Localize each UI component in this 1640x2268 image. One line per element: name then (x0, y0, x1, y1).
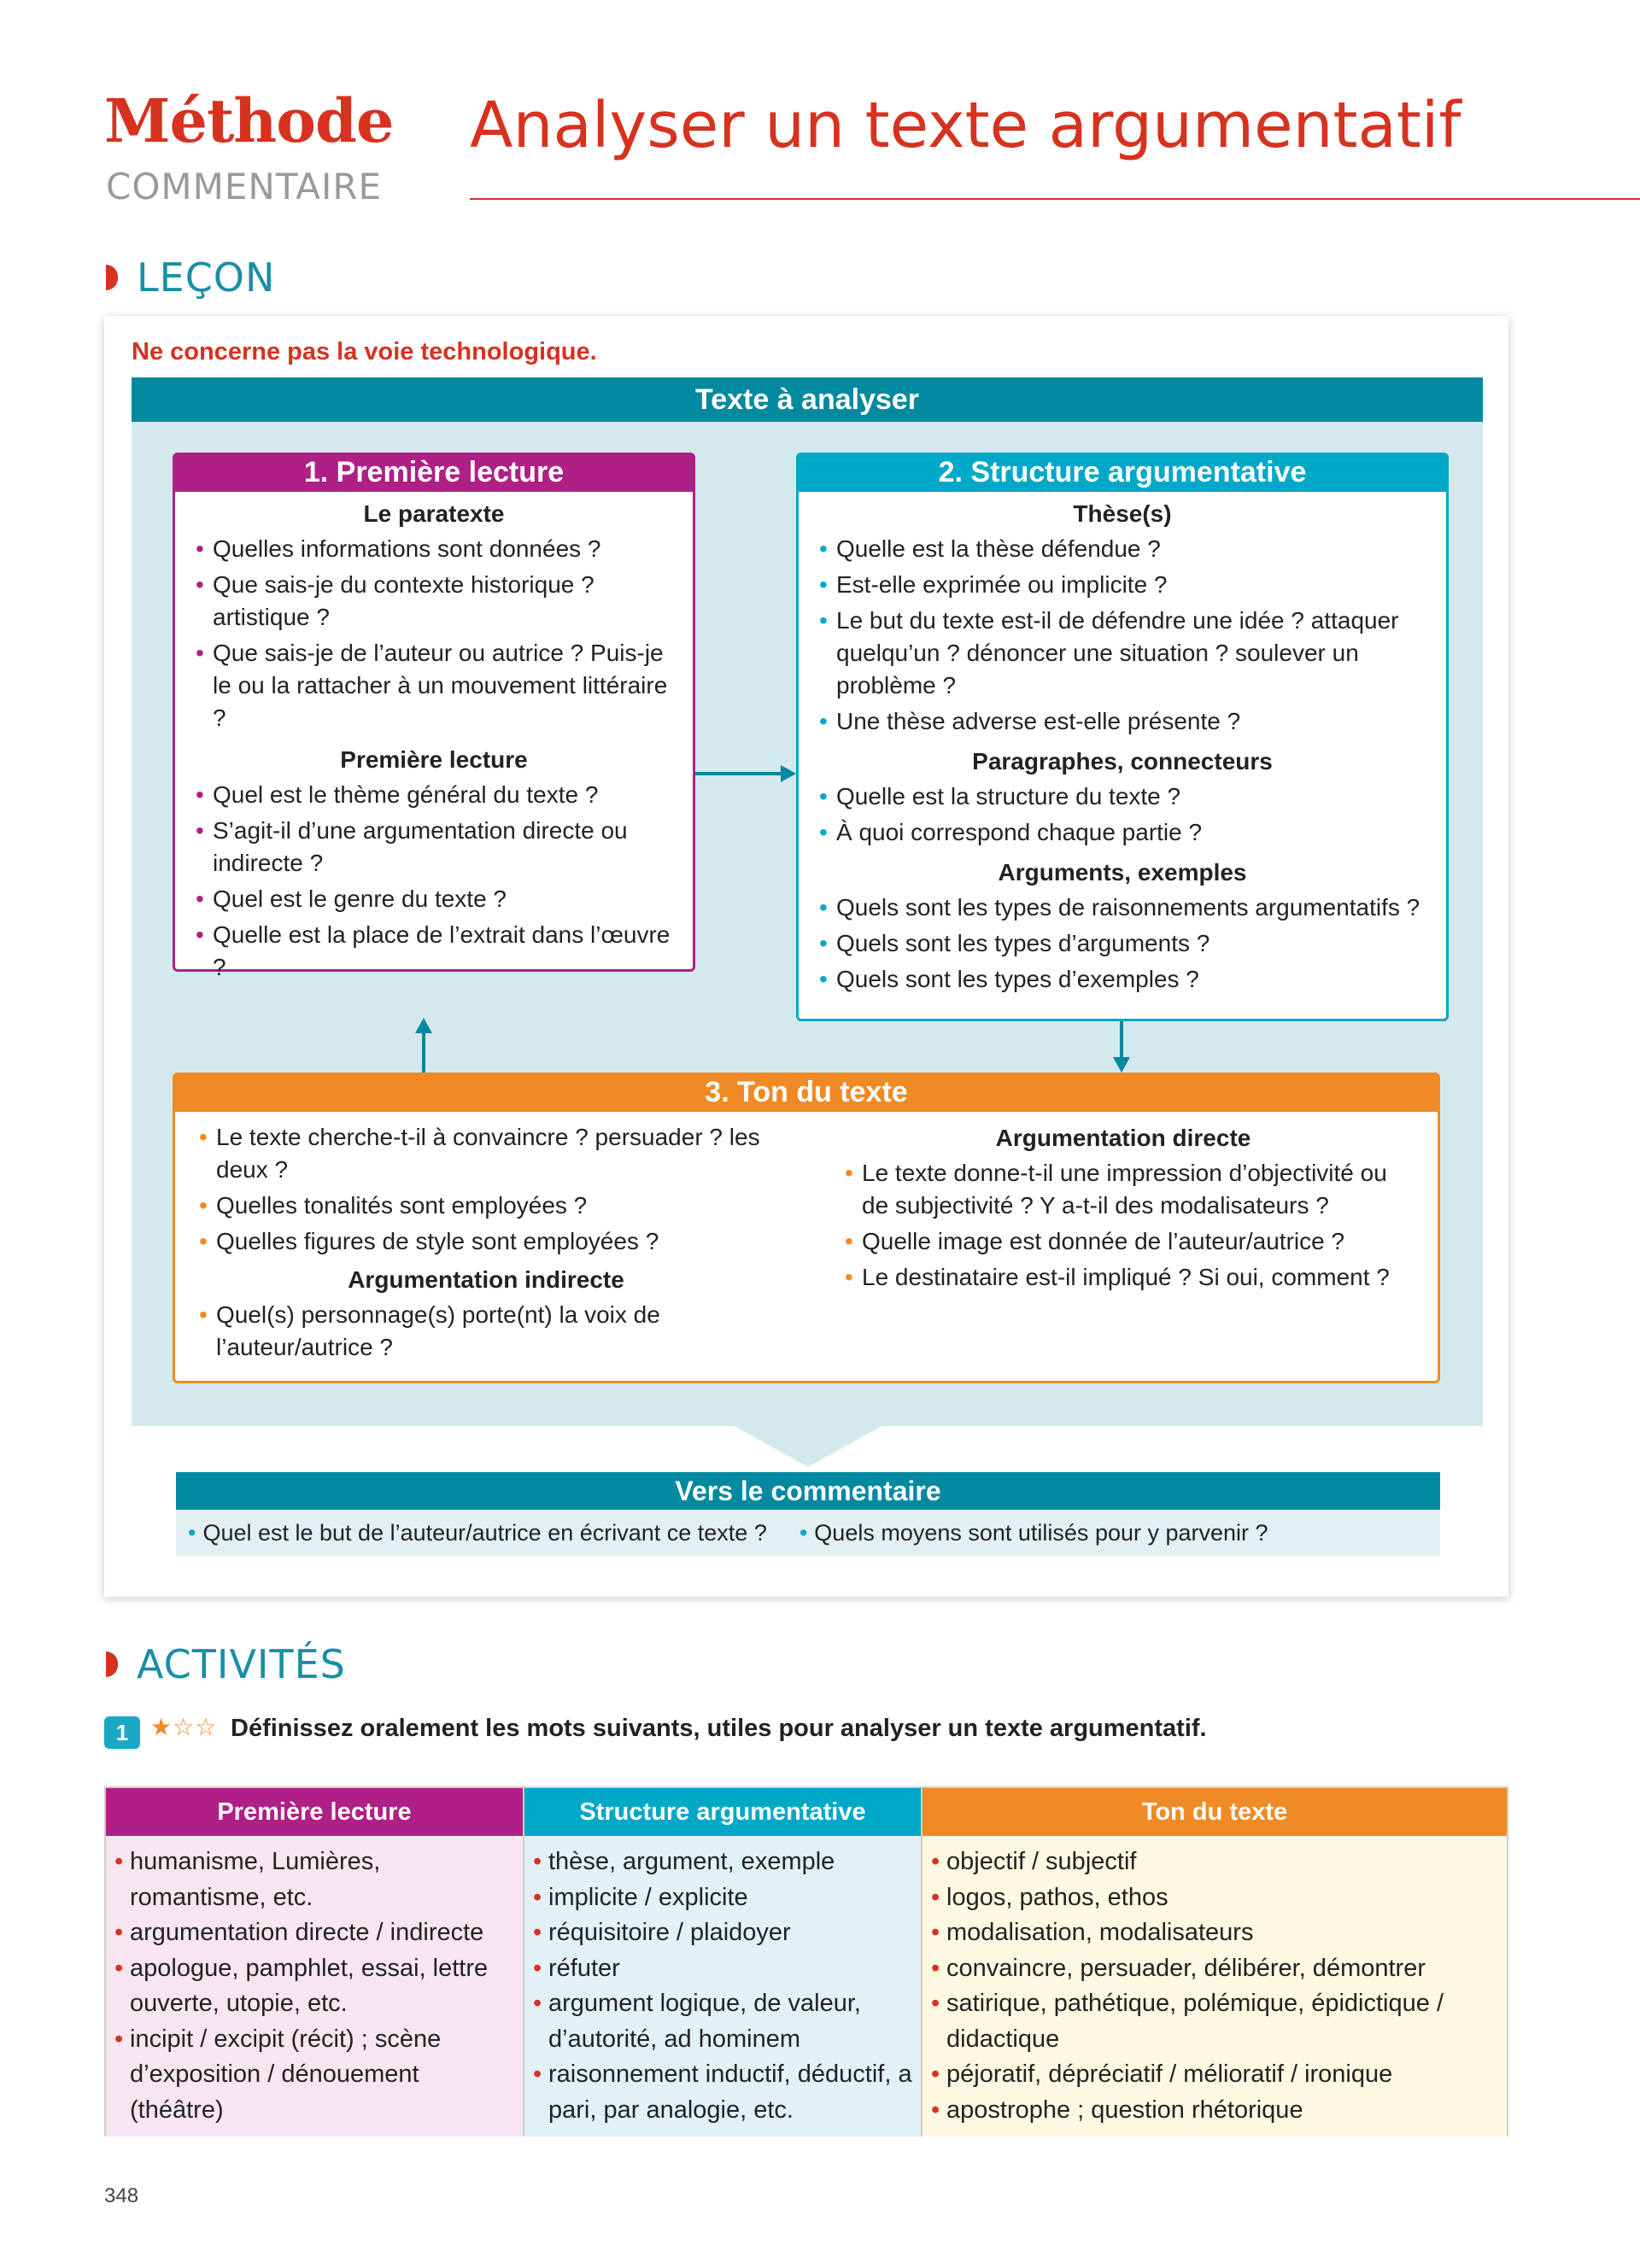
list-item: • Le texte cherche-t-il à convaincre ? persuader ? les deux ? (199, 1121, 782, 1186)
list-item: • argument logique, de valeur, d’autorité, ad hominem (533, 1986, 912, 2057)
list-item: • modalisation, modalisateurs (931, 1915, 1498, 1951)
bullet-icon: • (188, 1519, 196, 1546)
title-rule (470, 198, 1640, 200)
section-marker-icon (106, 265, 118, 290)
list-item: • péjoratif, dépréciatif / mélioratif / ironique (931, 2057, 1498, 2093)
group-heading: Argumentation directe (995, 1125, 1251, 1151)
group-heading: Le paratexte (363, 500, 505, 527)
list-item: • satirique, pathétique, polémique, épidictique / didactique (931, 1986, 1498, 2057)
arrow-up-icon (415, 1018, 432, 1033)
list-item: • Quelles informations sont données ? (196, 533, 681, 565)
vocab-column-structure-argumentative (523, 1788, 921, 2135)
list-item: • objectif / subjectif (931, 1844, 1498, 1880)
list-item: • Le texte donne-t-il une impression d’objectivité ou de subjectivité ? Y a-t-il des modalisateurs ? (845, 1157, 1410, 1222)
diagram (132, 377, 1483, 1426)
question-list (175, 779, 693, 984)
group-heading: Argumentation indirecte (348, 1266, 624, 1293)
list-item: • Le but du texte est-il de défendre une idée ? attaquer quelqu’un ? dénoncer une situation ? soulever un problème ? (819, 605, 1434, 702)
list-item: • Quels sont les types d’exemples ? (819, 963, 1434, 996)
vocab-column-body (524, 1836, 921, 2136)
box-ton-du-texte-title: 3. Ton du texte (173, 1073, 1440, 1112)
list-item: • Quelle est la thèse défendue ? (819, 533, 1434, 565)
lesson-note: Ne concerne pas la voie technologique. (132, 338, 597, 365)
question-list (175, 533, 693, 734)
list-item: • humanisme, Lumières, romantisme, etc. (114, 1844, 514, 1915)
vers-le-commentaire-title: Vers le commentaire (176, 1472, 1440, 1510)
activity-instruction: Définissez oralement les mots suivants, utiles pour analyser un texte argumentatif. (231, 1715, 1207, 1742)
bullet-icon: • (799, 1519, 808, 1546)
list-item: • Une thèse adverse est-elle présente ? (819, 705, 1434, 738)
vocab-list (114, 1844, 514, 2128)
vocab-column-header: Structure argumentative (524, 1788, 921, 1836)
diagram-title: Texte à analyser (132, 377, 1483, 422)
arrow-down-icon (1113, 1057, 1130, 1073)
vocabulary-table (104, 1786, 1508, 2136)
question-list (799, 780, 1446, 849)
box-premiere-lecture-title: 1. Première lecture (173, 453, 695, 492)
list-item: • Quelles figures de style sont employées ? (199, 1225, 782, 1258)
box-ton-du-texte (173, 1073, 1440, 1383)
list-item: • Quel(s) personnage(s) porte(nt) la voix de l’auteur/autrice ? (199, 1299, 782, 1364)
arrow-right-icon (781, 765, 796, 782)
vocab-column-ton-du-texte (921, 1788, 1507, 2135)
group-heading: Première lecture (340, 746, 528, 773)
box-premiere-lecture (173, 453, 695, 980)
vocab-list (533, 1844, 912, 2128)
list-item: • Que sais-je de l’auteur ou autrice ? Puis-je le ou la rattacher à un mouvement littéraire ? (196, 637, 681, 734)
list-item: • argumentation directe / indirecte (114, 1915, 514, 1951)
list-item: Quels moyens sont utilisés pour y parvenir ? (814, 1519, 1268, 1546)
list-item: • Quelle image est donnée de l’auteur/autrice ? (845, 1225, 1410, 1258)
box-structure-argumentative (796, 453, 1449, 1021)
list-item: • À quoi correspond chaque partie ? (819, 816, 1434, 849)
list-item: • Quelle est la structure du texte ? (819, 780, 1434, 813)
list-item: • Le destinataire est-il impliqué ? Si oui, comment ? (845, 1261, 1410, 1294)
list-item: • implicite / explicite (533, 1880, 912, 1916)
arrow-box1-to-box2 (695, 772, 784, 775)
list-item: • incipit / excipit (récit) ; scène d’exposition / dénouement (théâtre) (114, 2022, 514, 2129)
question-list (799, 891, 1446, 996)
list-item: • Quelle est la place de l’extrait dans l’œuvre ? (196, 919, 681, 984)
group-heading: Thèse(s) (1073, 500, 1172, 527)
vers-le-commentaire-body (176, 1510, 1440, 1556)
activity-number-badge: 1 (104, 1716, 140, 1749)
list-item: • Est-elle exprimée ou implicite ? (819, 569, 1434, 601)
group-heading: Paragraphes, connecteurs (972, 748, 1273, 775)
list-item: • Que sais-je du contexte historique ? artistique ? (196, 569, 681, 634)
list-item: • convaincre, persuader, délibérer, démontrer (931, 1951, 1498, 1987)
box-structure-argumentative-title: 2. Structure argumentative (796, 453, 1449, 492)
question-list (799, 533, 1446, 738)
list-item: • réfuter (533, 1951, 912, 1987)
list-item: • Quel est le genre du texte ? (196, 883, 681, 915)
list-item: • réquisitoire / plaidoyer (533, 1915, 912, 1951)
list-item: • Quelles tonalités sont employées ? (199, 1190, 782, 1222)
section-marker-icon (106, 1651, 118, 1677)
vocab-column-header: Première lecture (106, 1788, 523, 1836)
list-item: • apologue, pamphlet, essai, lettre ouverte, utopie, etc. (114, 1951, 514, 2022)
ton-right-column (824, 1121, 1422, 1297)
section-activites (106, 1643, 346, 1686)
chevron-down-icon (731, 1424, 885, 1467)
vocab-column-body (106, 1836, 523, 2136)
list-item: • raisonnement inductif, déductif, a pari, par analogie, etc. (533, 2057, 912, 2128)
methode-label: Méthode (104, 85, 394, 156)
list-item: Quel est le but de l’auteur/autrice en écrivant ce texte ? (202, 1519, 767, 1546)
list-item: • Quels sont les types d’arguments ? (819, 927, 1434, 960)
question-list (179, 1299, 794, 1364)
category-label: COMMENTAIRE (106, 166, 383, 208)
section-lecon (106, 256, 275, 299)
difficulty-stars-icon: ★☆☆ (150, 1713, 218, 1741)
group-heading: Arguments, exemples (998, 859, 1247, 886)
question-list (824, 1157, 1422, 1294)
vocab-column-header: Ton du texte (922, 1788, 1507, 1836)
list-item: • apostrophe ; question rhétorique (931, 2093, 1498, 2129)
section-activites-label: ACTIVITÉS (137, 1641, 346, 1687)
arrow-box2-to-box3 (1120, 1021, 1123, 1059)
vocab-column-premiere-lecture (106, 1788, 523, 2135)
vocab-list (931, 1844, 1498, 2128)
list-item: • logos, pathos, ethos (931, 1880, 1498, 1916)
section-lecon-label: LEÇON (137, 254, 276, 301)
question-list (179, 1121, 794, 1258)
page-title: Analyser un texte argumentatif (470, 89, 1461, 162)
page-number: 348 (104, 2184, 139, 2207)
list-item: • Quel est le thème général du texte ? (196, 779, 681, 811)
list-item: • thèse, argument, exemple (533, 1844, 912, 1880)
list-item: • S’agit-il d’une argumentation directe ou indirecte ? (196, 815, 681, 880)
lesson-card (104, 316, 1508, 1597)
ton-left-column (179, 1121, 794, 1367)
list-item: • Quels sont les types de raisonnements argumentatifs ? (819, 891, 1434, 924)
vocab-column-body (922, 1836, 1507, 2136)
